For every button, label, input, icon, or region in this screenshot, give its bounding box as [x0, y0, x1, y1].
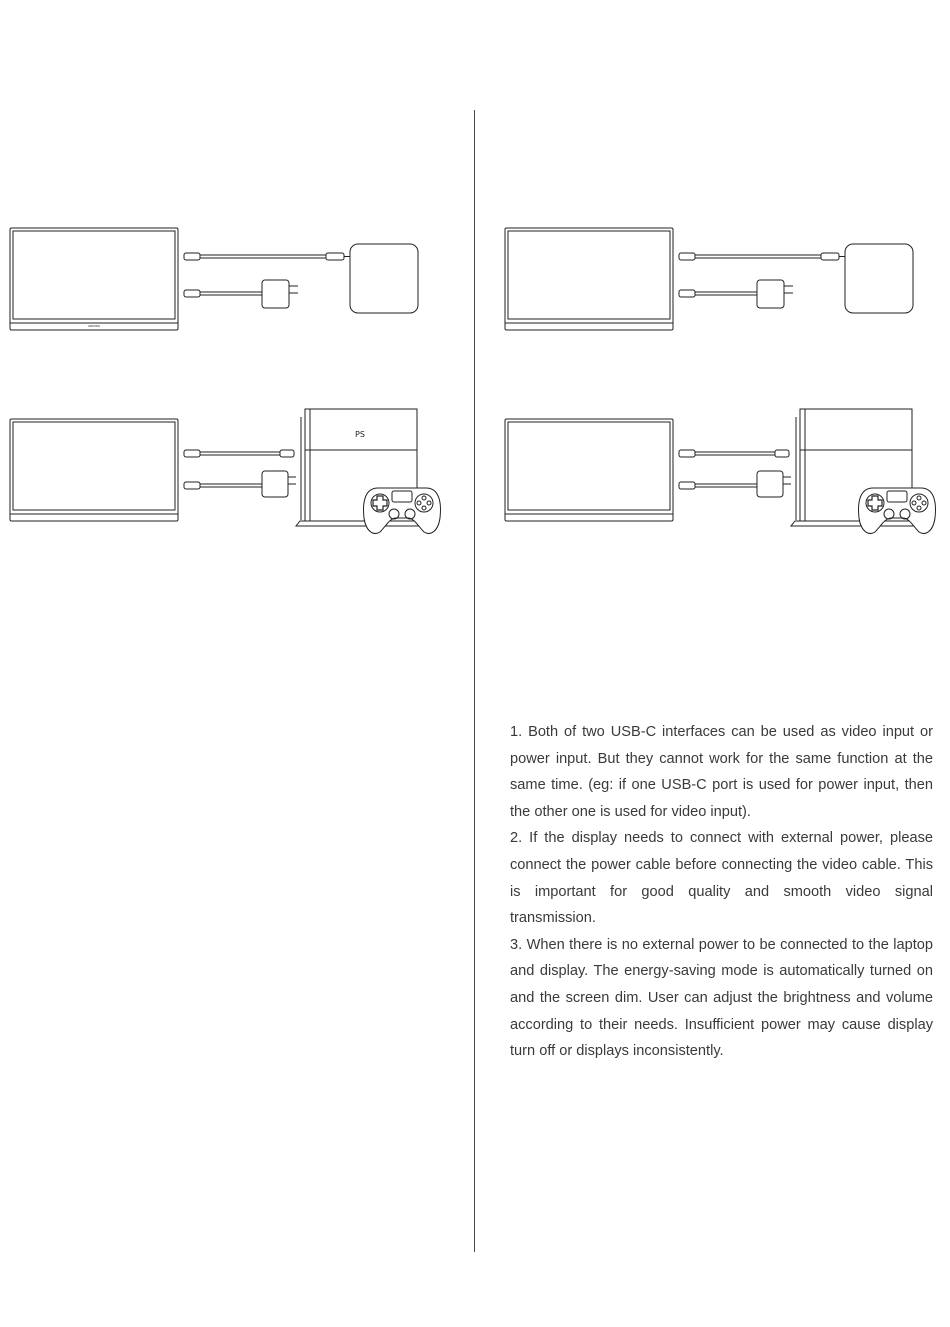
diagram-monitor-console-left	[0, 400, 445, 540]
console-logo: PS	[355, 430, 365, 439]
monitor-brand-label: ARZOPA	[87, 324, 101, 328]
diagram-monitor-minipc-right	[495, 220, 935, 340]
power-adapter	[262, 280, 289, 308]
note-3: 3. When there is no external power to be connected to the laptop and display. The energy-saving mode is automatically turned on and the screen dim. User can adjust the brightness and volume according to their needs. Insufficient power may cause display turn off or displays inconsistently.	[510, 936, 933, 1060]
portable-monitor	[10, 228, 178, 330]
note-1: 1. Both of two USB-C interfaces can be used as video input or power input. But they cannot work for the same function at the same time. (eg: if one USB-C port is used for power input, then the other one is used for video input).	[510, 724, 933, 820]
note-2: 2. If the display needs to connect with external power, please connect the power cable before connecting the video cable. This is important for good quality and smooth video signal transmission.	[510, 830, 933, 927]
diagram-monitor-minipc-left	[0, 220, 440, 340]
column-divider	[474, 110, 475, 1252]
usage-notes	[510, 719, 933, 1065]
diagram-monitor-console-right	[495, 400, 940, 540]
mini-pc	[350, 244, 418, 313]
